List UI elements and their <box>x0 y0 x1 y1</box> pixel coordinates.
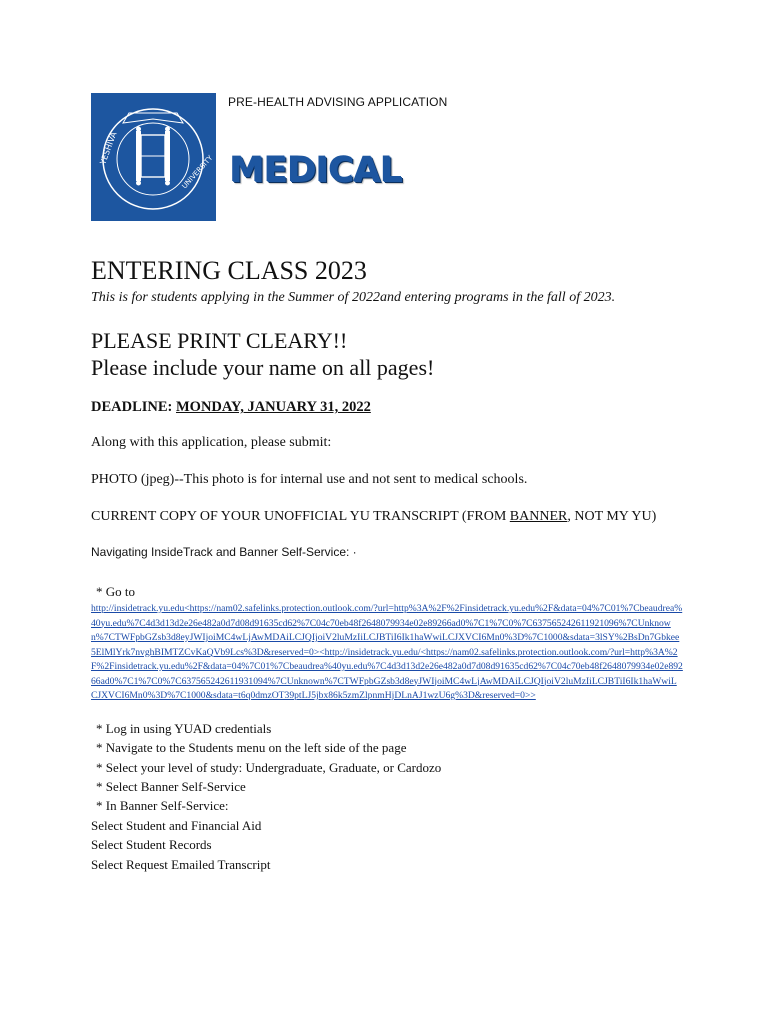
list-item: Select Student Records <box>91 837 212 853</box>
submit-instructions: Along with this application, please submit: <box>91 435 332 450</box>
list-item: * In Banner Self-Service: <box>96 798 229 814</box>
banner-text: BANNER <box>509 509 568 524</box>
insidetrack-link[interactable]: http://insidetrack.yu.edu<https://nam02.safelinks.protection.outlook.com/?url=http%3A%2F%2Finsidetrack.yu.edu%2F&data=04%7C01%7Cbeaudrea%40yu.edu%7C4d3d13d2e26e482a0d7d08d91635cd62%7C04c70eb48f2648079934e02e89266ad0%7C1%7C0%7C637565242611921096%7CUnknown%7CTWFpbGZsb3d8eyJWIjoiMC4wLjAwMDAiLCJQIjoiV2luMzIiLCJBTiI6Ik1haWwiLCJXVCI6Mn0%3D%7C1000&sdata=3lSY%2BsDn7Gbkee5ElMlYrk7nvghBIMTZCvKaQVb9Lcs%3D&reserved=0><http://insidetrack.yu.edu/<https://nam02.safelinks.protection.outlook.com/?url=http%3A%2F%2Finsidetrack.yu.edu%2F&data=04%7C01%7Cbeaudrea%40yu.edu%7C4d3d13d2e26e482a0d7d08d91635cd62%7C04c70eb48f2648079934e02e89266ad0%7C1%7C0%7C637565242611931094%7CUnknown%7CTWFpbGZsb3d8eyJWIjoiMC4wLjAwMDAiLCJQIjoiV2luMzIiLCJBTiI6Ik1haWwiLCJXVCI6Mn0%3D%7C1000&sdata=t6q0dmzOT39ptLJ5jbx86k5zmZlpnmHjDLnAJ1wzU6g%3D&reserved=0>> <box>91 603 683 701</box>
university-seal-icon <box>91 93 216 221</box>
transcript-steps <box>91 816 270 874</box>
transcript-text: CURRENT COPY OF YOUR UNOFFICIAL YU TRANSCRIPT (FROM <box>91 509 510 524</box>
photo-requirement: PHOTO (jpeg)--This photo is for internal use and not sent to medical schools. <box>91 472 528 487</box>
application-subtitle: This is for students applying in the Summer of 2022and entering programs in the fall of 2023. <box>91 290 616 305</box>
yeshiva-university-logo <box>91 93 216 221</box>
print-instructions <box>91 327 434 381</box>
list-item: * Select your level of study: Undergraduate, Graduate, or Cardozo <box>96 759 442 775</box>
go-to-step: * Go to <box>96 584 135 599</box>
include-name-text: Please include your name on all pages! <box>91 355 435 380</box>
deadline-label: DEADLINE: <box>91 399 176 415</box>
list-item: Select Student and Financial Aid <box>91 818 262 833</box>
instruction-bullets <box>96 719 441 815</box>
page-title: MEDICAL <box>229 150 402 190</box>
insidetrack-url-block <box>91 602 683 704</box>
transcript-suffix: , NOT MY YU) <box>567 509 657 524</box>
form-header-label: PRE-HEALTH ADVISING APPLICATION <box>228 95 448 109</box>
list-item: * Select Banner Self-Service <box>96 778 246 794</box>
svg-text:UNIVERSITY: UNIVERSITY <box>180 154 215 191</box>
list-item: * Navigate to the Students menu on the left side of the page <box>96 740 407 756</box>
entering-class-heading: ENTERING CLASS 2023 <box>91 256 367 285</box>
print-clearly-text: PLEASE PRINT CLEARY!! <box>91 328 348 353</box>
list-item: * Log in using YUAD credentials <box>96 721 272 736</box>
navigating-heading: Navigating InsideTrack and Banner Self-Service: · <box>91 545 357 559</box>
svg-text:YESHIVA: YESHIVA <box>98 130 119 166</box>
transcript-requirement <box>91 509 656 525</box>
deadline-date: MONDAY, JANUARY 31, 2022 <box>176 399 371 415</box>
list-item: Select Request Emailed Transcript <box>91 856 271 872</box>
deadline <box>91 399 371 416</box>
